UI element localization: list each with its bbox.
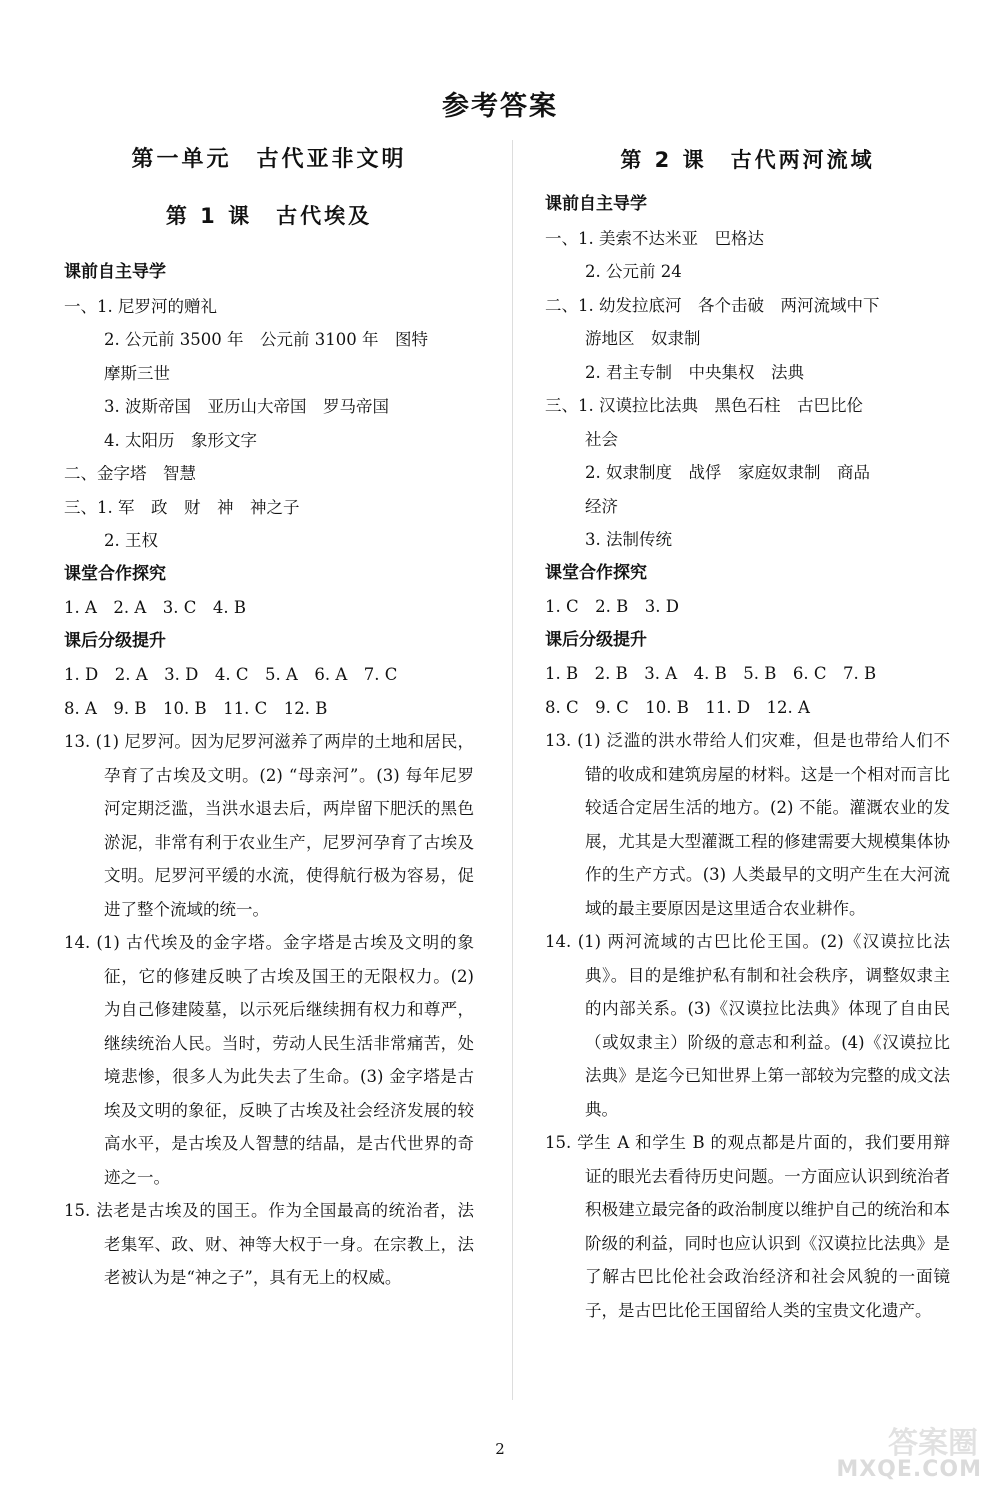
answer-line: 一、1. 尼罗河的赠礼 <box>64 296 217 316</box>
section-heading: 课后分级提升 <box>545 629 647 650</box>
answer-line: 一、1. 美索不达米亚 巴格达 <box>545 228 764 248</box>
lesson-1-title: 第 1 课 古代埃及 <box>165 204 373 228</box>
answer-line: 8. C 9. C 10. B 11. D 12. A <box>545 697 810 717</box>
answer-line: 三、1. 军 政 财 神 神之子 <box>64 497 300 517</box>
answer-line: 2. 公元前 24 <box>585 262 682 281</box>
column-divider <box>512 140 513 1400</box>
answer-line: 14. (1) 两河流域的古巴比伦王国。(2)《汉谟拉比法典》。目的是维护私有制和社会秩序，调整奴隶主的内部关系。(3)《汉谟拉比法典》体现了自由民（或奴隶主）阶级的意志和利益。(4)《汉谟拉比法典》是迄今已知世界上第一部较为完整的成文法典。 <box>545 932 950 1119</box>
answer-line: 二、1. 幼发拉底河 各个击破 两河流域中下 <box>545 295 880 315</box>
answer-line: 二、金字塔 智慧 <box>64 464 196 483</box>
answer-line: 游地区 奴隶制 <box>585 329 701 348</box>
lesson-2-title: 第 2 课 古代两河流域 <box>620 148 875 172</box>
answer-line: 1. A 2. A 3. C 4. B <box>64 598 247 617</box>
section-heading: 课前自主导学 <box>545 194 647 214</box>
answer-line: 15. 学生 A 和学生 B 的观点都是片面的，我们要用辩证的眼光去看待历史问题。一方面应认识到统治者积极建立最完备的政治制度以维护自己的统治和本阶级的利益，同时也应认识到《汉谟拉比法典》是了解古巴比伦社会政治经济和社会风貌的一面镜子，是古巴比伦王国留给人类的宝贵文化遗产。 <box>545 1133 950 1320</box>
answer-line: 2. 公元前 3500 年 公元前 3100 年 图特 <box>104 330 428 349</box>
answer-line: 14. (1) 古代埃及的金字塔。金字塔是古埃及文明的象征，它的修建反映了古埃及国王的无限权力。(2) 为自己修建陵墓，以示死后继续拥有权力和尊严，继续统治人民。当时，劳动人民生活非常痛苦，处境悲惨，很多人为此失去了生命。(3) 金字塔是古埃及文明的象征，反映了古埃及社会经济发展的较高水平，是古埃及人智慧的结晶，是古代世界的奇迹之一。 <box>64 933 474 1187</box>
answer-line: 3. 波斯帝国 亚历山大帝国 罗马帝国 <box>104 397 389 416</box>
answer-line: 摩斯三世 <box>104 363 170 383</box>
answer-line: 经济 <box>585 496 618 516</box>
section-heading: 课后分级提升 <box>64 630 166 651</box>
right-column <box>545 140 950 1327</box>
answer-line: 社会 <box>585 429 618 449</box>
section-heading: 课前自主导学 <box>64 262 166 282</box>
answer-line: 8. A 9. B 10. B 11. C 12. B <box>64 698 328 718</box>
answer-line: 15. 法老是古埃及的国王。作为全国最高的统治者，法老集军、政、财、神等大权于一身。在宗教上，法老被认为是“神之子”，具有无上的权威。 <box>64 1201 474 1287</box>
answer-line: 3. 法制传统 <box>585 530 672 549</box>
lesson-2-answers <box>545 188 950 1327</box>
section-heading: 课堂合作探究 <box>64 563 166 584</box>
lesson-1-answers <box>64 256 474 1295</box>
watermark-logo <box>818 1418 988 1486</box>
section-heading: 课堂合作探究 <box>545 562 647 583</box>
answer-line: 1. C 2. B 3. D <box>545 597 679 616</box>
answer-line: 2. 奴隶制度 战俘 家庭奴隶制 商品 <box>585 463 870 482</box>
page-title: 参考答案 <box>442 91 558 122</box>
answer-line: 2. 王权 <box>104 531 158 550</box>
watermark-text: MXQE.COM <box>836 1457 982 1482</box>
answer-line: 2. 君主专制 中央集权 法典 <box>585 362 804 382</box>
answer-line: 1. D 2. A 3. D 4. C 5. A 6. A 7. C <box>64 665 398 684</box>
answer-line: 1. B 2. B 3. A 4. B 5. B 6. C 7. B <box>545 664 877 683</box>
unit-title: 第一单元 古代亚非文明 <box>131 147 407 172</box>
answer-line: 13. (1) 泛滥的洪水带给人们灾难，但是也带给人们不错的收成和建筑房屋的材料。这是一个相对而言比较适合定居生活的地方。(2) 不能。灌溉农业的发展，尤其是大型灌溉工程的修建需要大规模集体协作的生产方式。(3) 人类最早的文明产生在大河流域的最主要原因是这里适合农业耕作。 <box>545 731 950 918</box>
left-column <box>64 140 474 1295</box>
watermark-glyph: 答案圈 <box>888 1426 978 1461</box>
answer-line: 13. (1) 尼罗河。因为尼罗河滋养了两岸的土地和居民，孕育了古埃及文明。(2) “母亲河”。(3) 每年尼罗河定期泛滥，当洪水退去后，两岸留下肥沃的黑色淤泥，非常有利于农业生产，尼罗河孕育了古埃及文明。尼罗河平缓的水流，使得航行极为容易，促进了整个流域的统一。 <box>64 732 474 919</box>
answer-line: 4. 太阳历 象形文字 <box>104 430 257 450</box>
page-number: 2 <box>495 1440 505 1458</box>
answer-line: 三、1. 汉谟拉比法典 黑色石柱 古巴比伦 <box>545 396 863 415</box>
